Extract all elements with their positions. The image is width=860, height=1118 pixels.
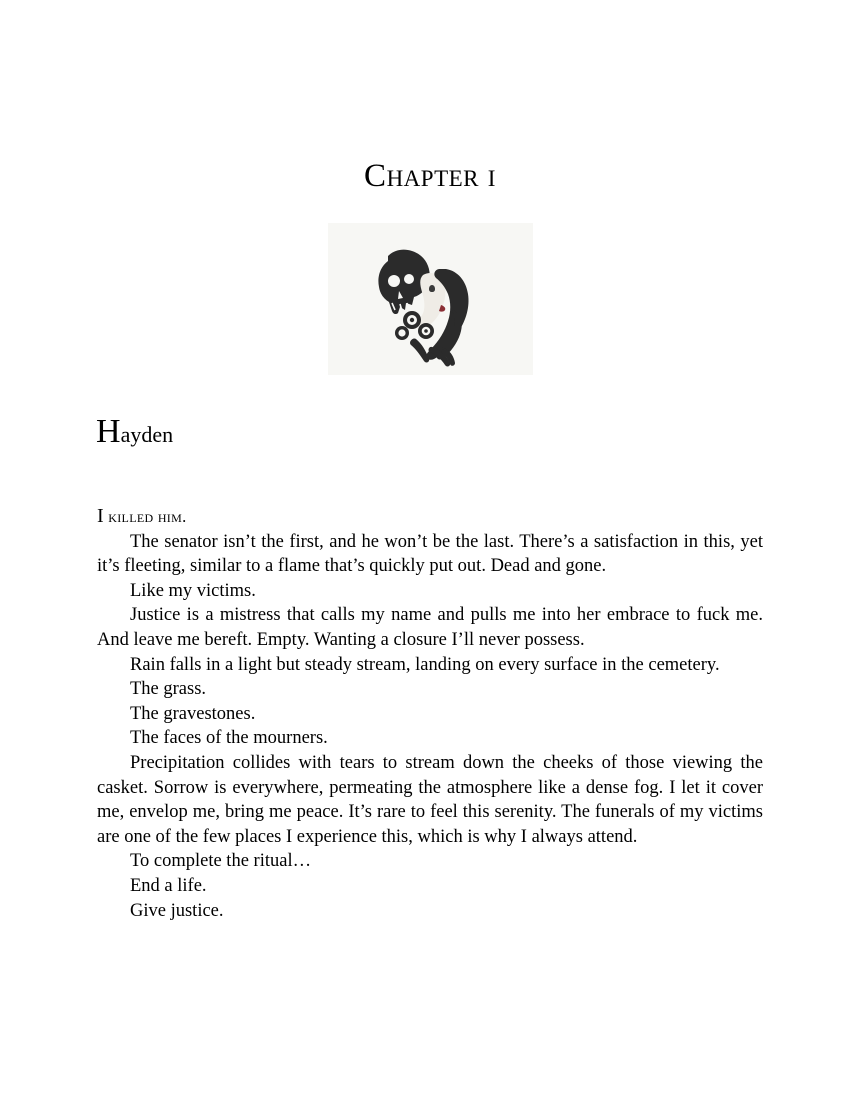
paragraph: End a life. [130,875,207,896]
paragraph: The grass. [130,679,207,700]
paragraph: Like my victims. [130,580,256,601]
paragraph: The faces of the mourners. [130,728,328,749]
paragraph-opening [97,504,763,530]
paragraph: The senator isn’t the first, and he won’t be the last. There’s a satisfaction in this, yet it’s fleeting, similar to a flame that’s quickly put out. Dead and gone. [97,531,763,577]
paragraph: To complete the ritual… [130,851,312,872]
skull-woman-illustration [328,223,533,375]
paragraph: Rain falls in a light but steady stream, landing on every surface in the cemetery. [130,654,720,675]
chapter-ornament-container [0,223,860,375]
paragraph: Precipitation collides with tears to stream down the cheeks of those viewing the casket. Sorrow is everywhere, permeating the atmosphere like a dense fog. I let it cover me, envelop me, bring me peace. It’s rare to feel this serenity. The funerals of my victims are one of the few places I experience this, which is why I always attend. [97,752,763,847]
chapter-title-word: hapter [386,158,480,194]
paragraph: Justice is a mistress that calls my name and pulls me into her embrace to fuck me. And leave me bereft. Empty. Wanting a closure I’ll never possess. [97,605,763,650]
paragraph: Give justice. [130,900,224,921]
opening-initial: I [97,505,104,527]
pov-drop-cap: H [96,413,121,450]
pov-character-name [0,375,860,449]
pov-name-rest: ayden [120,422,174,447]
page-title [0,0,860,195]
chapter-number: i [487,158,496,194]
chapter-title-initial: C [364,158,387,194]
opening-smallcaps: killed him. [108,507,187,526]
chapter-body [0,504,860,923]
paragraph: The gravestones. [130,703,256,724]
